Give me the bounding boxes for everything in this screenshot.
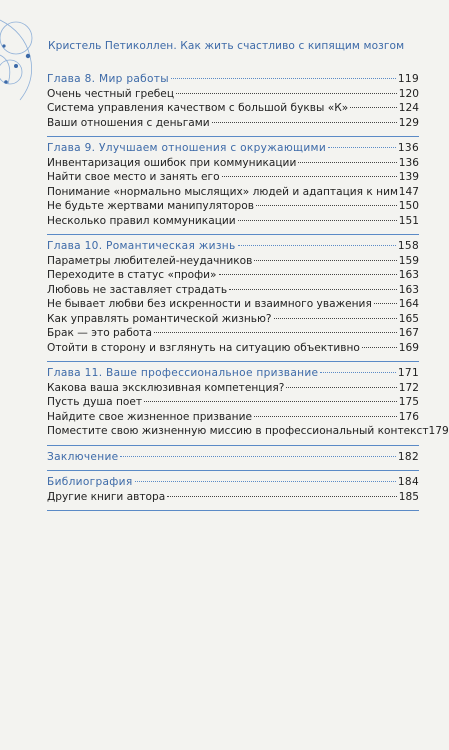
page-number: 136 (397, 142, 419, 154)
entry-title: Пусть душа поет (47, 396, 143, 408)
page-number: 150 (398, 200, 419, 212)
dot-leader (171, 78, 396, 79)
toc-chapter-row (47, 366, 419, 381)
dot-leader (212, 122, 397, 123)
toc-chapter-row (47, 475, 419, 490)
page-number: 176 (398, 410, 419, 423)
toc-entry-row (47, 326, 419, 341)
page-number: 159 (398, 254, 419, 267)
page-number: 139 (398, 171, 419, 183)
entry-title: Найти свое место и занять его (47, 171, 220, 183)
toc-entry-row (47, 254, 419, 269)
toc-entry-row (47, 395, 419, 410)
entry-title: Система управления качеством с большой буквы «К» (47, 102, 349, 114)
running-header: Кристель Петиколлен. Как жить счастливо с кипящим мозгом (48, 40, 405, 52)
toc-section (47, 471, 419, 511)
toc-section (47, 362, 449, 446)
toc-entry-row (47, 101, 419, 116)
entry-title: Как управлять романтической жизнью? (47, 312, 272, 325)
dot-leader (374, 303, 397, 304)
entry-title: Понимание «нормально мыслящих» людей и адаптация к ним (47, 185, 398, 198)
entry-title: Несколько правил коммуникации (47, 214, 236, 227)
dot-leader (135, 481, 396, 482)
toc-section (47, 235, 419, 362)
dot-leader (286, 387, 396, 388)
page-number: 172 (398, 381, 419, 394)
toc-entry-row (47, 199, 419, 214)
chapter-title: Библиография (47, 476, 133, 488)
dot-leader (219, 274, 397, 275)
dot-leader (328, 147, 396, 148)
entry-title: Отойти в сторону и взглянуть на ситуацию объективно (47, 341, 360, 354)
entry-title: Ваши отношения с деньгами (47, 116, 210, 129)
entry-title: Другие книги автора (47, 490, 166, 503)
page-number: 185 (398, 490, 419, 503)
page-number: 165 (398, 312, 419, 325)
toc-entry-row (47, 490, 419, 505)
toc-entry-row (47, 424, 449, 439)
dot-leader (254, 260, 396, 261)
entry-title: Не будьте жертвами манипуляторов (47, 200, 254, 212)
page-number: 179 (428, 425, 449, 437)
entry-title: Какова ваша эксклюзивная компетенция? (47, 381, 285, 394)
dot-leader (320, 372, 396, 373)
chapter-title: Глава 8. Мир работы (47, 73, 169, 85)
page-number: 167 (398, 327, 419, 339)
dot-leader (154, 332, 397, 333)
entry-title: Поместите свою жизненную миссию в профессиональный контекст (47, 425, 429, 437)
entry-title: Найдите свое жизненное призвание (47, 410, 253, 423)
toc-entry-row (47, 410, 419, 425)
toc-entry-row (47, 268, 419, 283)
toc-entry-row (47, 116, 419, 131)
dot-leader (256, 205, 397, 206)
dot-leader (120, 456, 395, 457)
page-number: 164 (398, 298, 419, 310)
toc-chapter-row (47, 72, 419, 87)
page-number: 129 (398, 116, 419, 129)
page-number: 182 (397, 450, 419, 463)
page-number: 163 (398, 269, 419, 281)
entry-title: Параметры любителей-неудачников (47, 254, 253, 267)
dot-leader (362, 347, 397, 348)
dot-leader (254, 416, 397, 417)
toc-section (47, 68, 419, 137)
page-number: 163 (398, 283, 419, 296)
page-number: 147 (398, 185, 419, 198)
page-number: 136 (398, 156, 419, 169)
toc-entry-row (47, 170, 419, 185)
page-number: 151 (398, 214, 419, 227)
entry-title: Любовь не заставляет страдать (47, 283, 228, 296)
page-number: 119 (397, 73, 419, 85)
page-number: 171 (397, 367, 419, 379)
dot-leader (274, 318, 397, 319)
page-number: 124 (398, 102, 419, 114)
toc-entry-row (47, 283, 419, 298)
entry-title: Очень честный гребец (47, 87, 175, 100)
entry-title: Не бывает любви без искренности и взаимного уважения (47, 298, 372, 310)
dot-leader (176, 93, 397, 94)
dot-leader (144, 401, 397, 402)
chapter-title: Глава 9. Улучшаем отношения с окружающими (47, 142, 327, 154)
table-of-contents (47, 68, 449, 511)
dot-leader (167, 496, 397, 497)
page-number: 175 (398, 396, 419, 408)
toc-entry-row (47, 87, 419, 102)
dot-leader (238, 220, 397, 221)
chapter-title: Глава 10. Романтическая жизнь (47, 240, 236, 252)
dot-leader (350, 107, 397, 108)
toc-entry-row (47, 297, 419, 312)
page-number: 158 (397, 240, 419, 252)
toc-entry-row (47, 214, 419, 229)
page-number: 184 (397, 476, 419, 488)
entry-title: Брак — это работа (47, 327, 152, 339)
entry-title: Инвентаризация ошибок при коммуникации (47, 156, 297, 169)
dot-leader (229, 289, 397, 290)
toc-chapter-row (47, 239, 419, 254)
toc-entry-row (47, 341, 419, 356)
toc-entry-row (47, 185, 419, 200)
toc-entry-row (47, 156, 419, 171)
toc-section (47, 137, 419, 235)
dot-leader (222, 176, 397, 177)
toc-entry-row (47, 381, 419, 396)
toc-chapter-row (47, 450, 419, 465)
toc-section (47, 446, 419, 472)
dot-leader (238, 245, 396, 246)
toc-chapter-row (47, 141, 419, 156)
chapter-title: Глава 11. Ваше профессиональное призвание (47, 367, 319, 379)
dot-leader (298, 162, 396, 163)
toc-entry-row (47, 312, 419, 327)
page-number: 169 (398, 341, 419, 354)
chapter-title: Заключение (47, 450, 119, 463)
entry-title: Переходите в статус «профи» (47, 269, 217, 281)
page-number: 120 (398, 87, 419, 100)
